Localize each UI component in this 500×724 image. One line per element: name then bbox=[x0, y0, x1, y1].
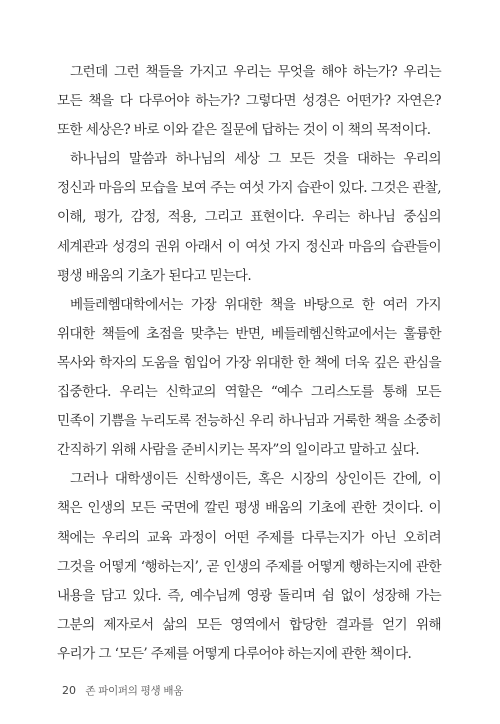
paragraph-six-habits: 하나님의 말씀과 하나님의 세상 그 모든 것을 대하는 우리의 정신과 마음의 모습을 보여 주는 여섯 가지 습관이 있다. 그것은 관찰, 이해, 평가, 감정, 적용, 그리고 표현이다. 우리는 하나님 중심의 세계관과 성경의 권위 아래서 이 여섯 가지 정신과 마음의 습관들이 평생 배움의 기초가 된다고 믿는다. bbox=[57, 151, 441, 284]
paragraph-lifelong-learning: 그러나 대학생이든 신학생이든, 혹은 시장의 상인이든 간에, 이 책은 인생의 모든 국면에 깔린 평생 배움의 기초에 관한 것이다. 이 책에는 우리의 교육 과정이 어떤 주제를 다루는지가 아닌 오히려 그것을 어떻게 ‘행하는지’, 곧 인생의 주제를 어떻게 행하는지에 관한 내용을 담고 있다. 즉, 예수님께 영광 돌리며 쉼 없이 성장해 가는 그분의 제자로서 삶의 모든 영역에서 합당한 결과를 얻기 위해 우리가 그 ‘모든’ 주제를 어떻게 다루어야 하는지에 관한 책이다. bbox=[57, 471, 441, 662]
paragraph-college-seminary: 베들레헴대학에서는 가장 위대한 책을 바탕으로 한 여러 가지 위대한 책들에 초점을 맞추는 반면, 베들레헴신학교에서는 훌륭한 목사와 학자의 도움을 힘입어 가장 위대한 한 책에 더욱 깊은 관심을 집중한다. 우리는 신학교의 역할은 “예수 그리스도를 통해 모든 민족이 기쁨을 누리도록 전능하신 우리 하나님과 거룩한 책을 소중히 간직하기 위해 사람을 준비시키는 목자”의 일이라고 말하고 싶다. bbox=[57, 296, 441, 459]
running-title: 존 파이퍼의 평생 배움 bbox=[85, 685, 184, 697]
paragraph-purpose: 그런데 그런 책들을 가지고 우리는 무엇을 해야 하는가? 우리는 모든 책을 다 다루어야 하는가? 그렇다면 성경은 어떤가? 자연은? 또한 세상은? 바로 이와 같은 질문에 답하는 것이 이 책의 목적이다. bbox=[57, 64, 441, 139]
page-footer bbox=[62, 684, 183, 698]
page-number: 20 bbox=[62, 684, 76, 697]
body-text bbox=[57, 58, 441, 669]
